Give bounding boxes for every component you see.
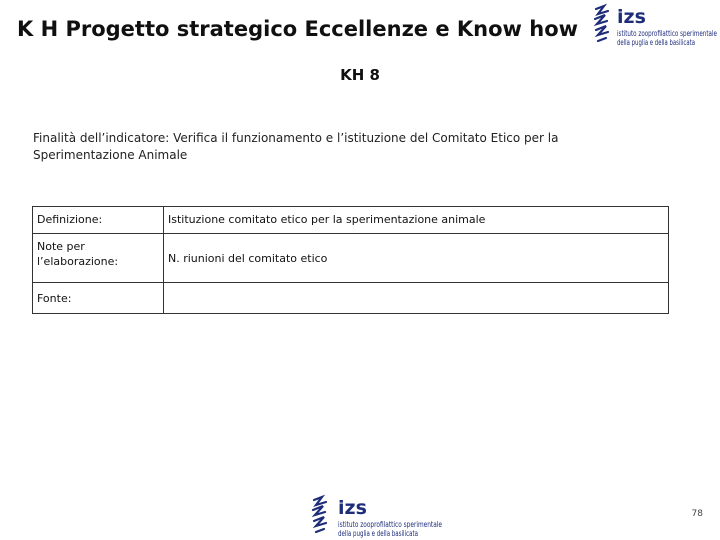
izs-logo-line1: istituto zooprofilattico sperimentale bbox=[617, 29, 718, 38]
izs-logo-mark bbox=[595, 6, 608, 41]
izs-logo-line2: della puglia e della basilicata bbox=[338, 529, 418, 538]
table-row bbox=[33, 283, 669, 314]
row-label-fonte: Fonte: bbox=[33, 283, 164, 314]
row-value-note: N. riunioni del comitato etico bbox=[164, 234, 669, 283]
row-value-definizione: Istituzione comitato etico per la sperimentazione animale bbox=[164, 207, 669, 234]
page-number: 78 bbox=[691, 509, 703, 519]
page-title: K H Progetto strategico Eccellenze e Know how bbox=[17, 17, 579, 41]
izs-logo-footer bbox=[310, 494, 446, 538]
indicator-table bbox=[32, 206, 669, 314]
table-row bbox=[33, 234, 669, 283]
row-label-note: Note per l’elaborazione: bbox=[33, 234, 164, 283]
izs-logo-wordmark: izs bbox=[617, 6, 646, 28]
indicator-purpose: Finalità dell’indicatore: Verifica il funzionamento e l’istituzione del Comitato Etico per la Sperimentazione Animale bbox=[33, 131, 559, 162]
izs-logo-line2: della puglia e della basilicata bbox=[617, 38, 695, 47]
izs-logo-mark bbox=[313, 497, 326, 532]
row-value-fonte bbox=[164, 283, 669, 314]
indicator-code: KH 8 bbox=[340, 66, 380, 84]
izs-logo bbox=[590, 3, 720, 49]
row-label-definizione: Definizione: bbox=[33, 207, 164, 234]
izs-logo-line1: istituto zooprofilattico sperimentale bbox=[338, 520, 443, 529]
izs-logo-wordmark: izs bbox=[338, 497, 367, 519]
table-row bbox=[33, 207, 669, 234]
